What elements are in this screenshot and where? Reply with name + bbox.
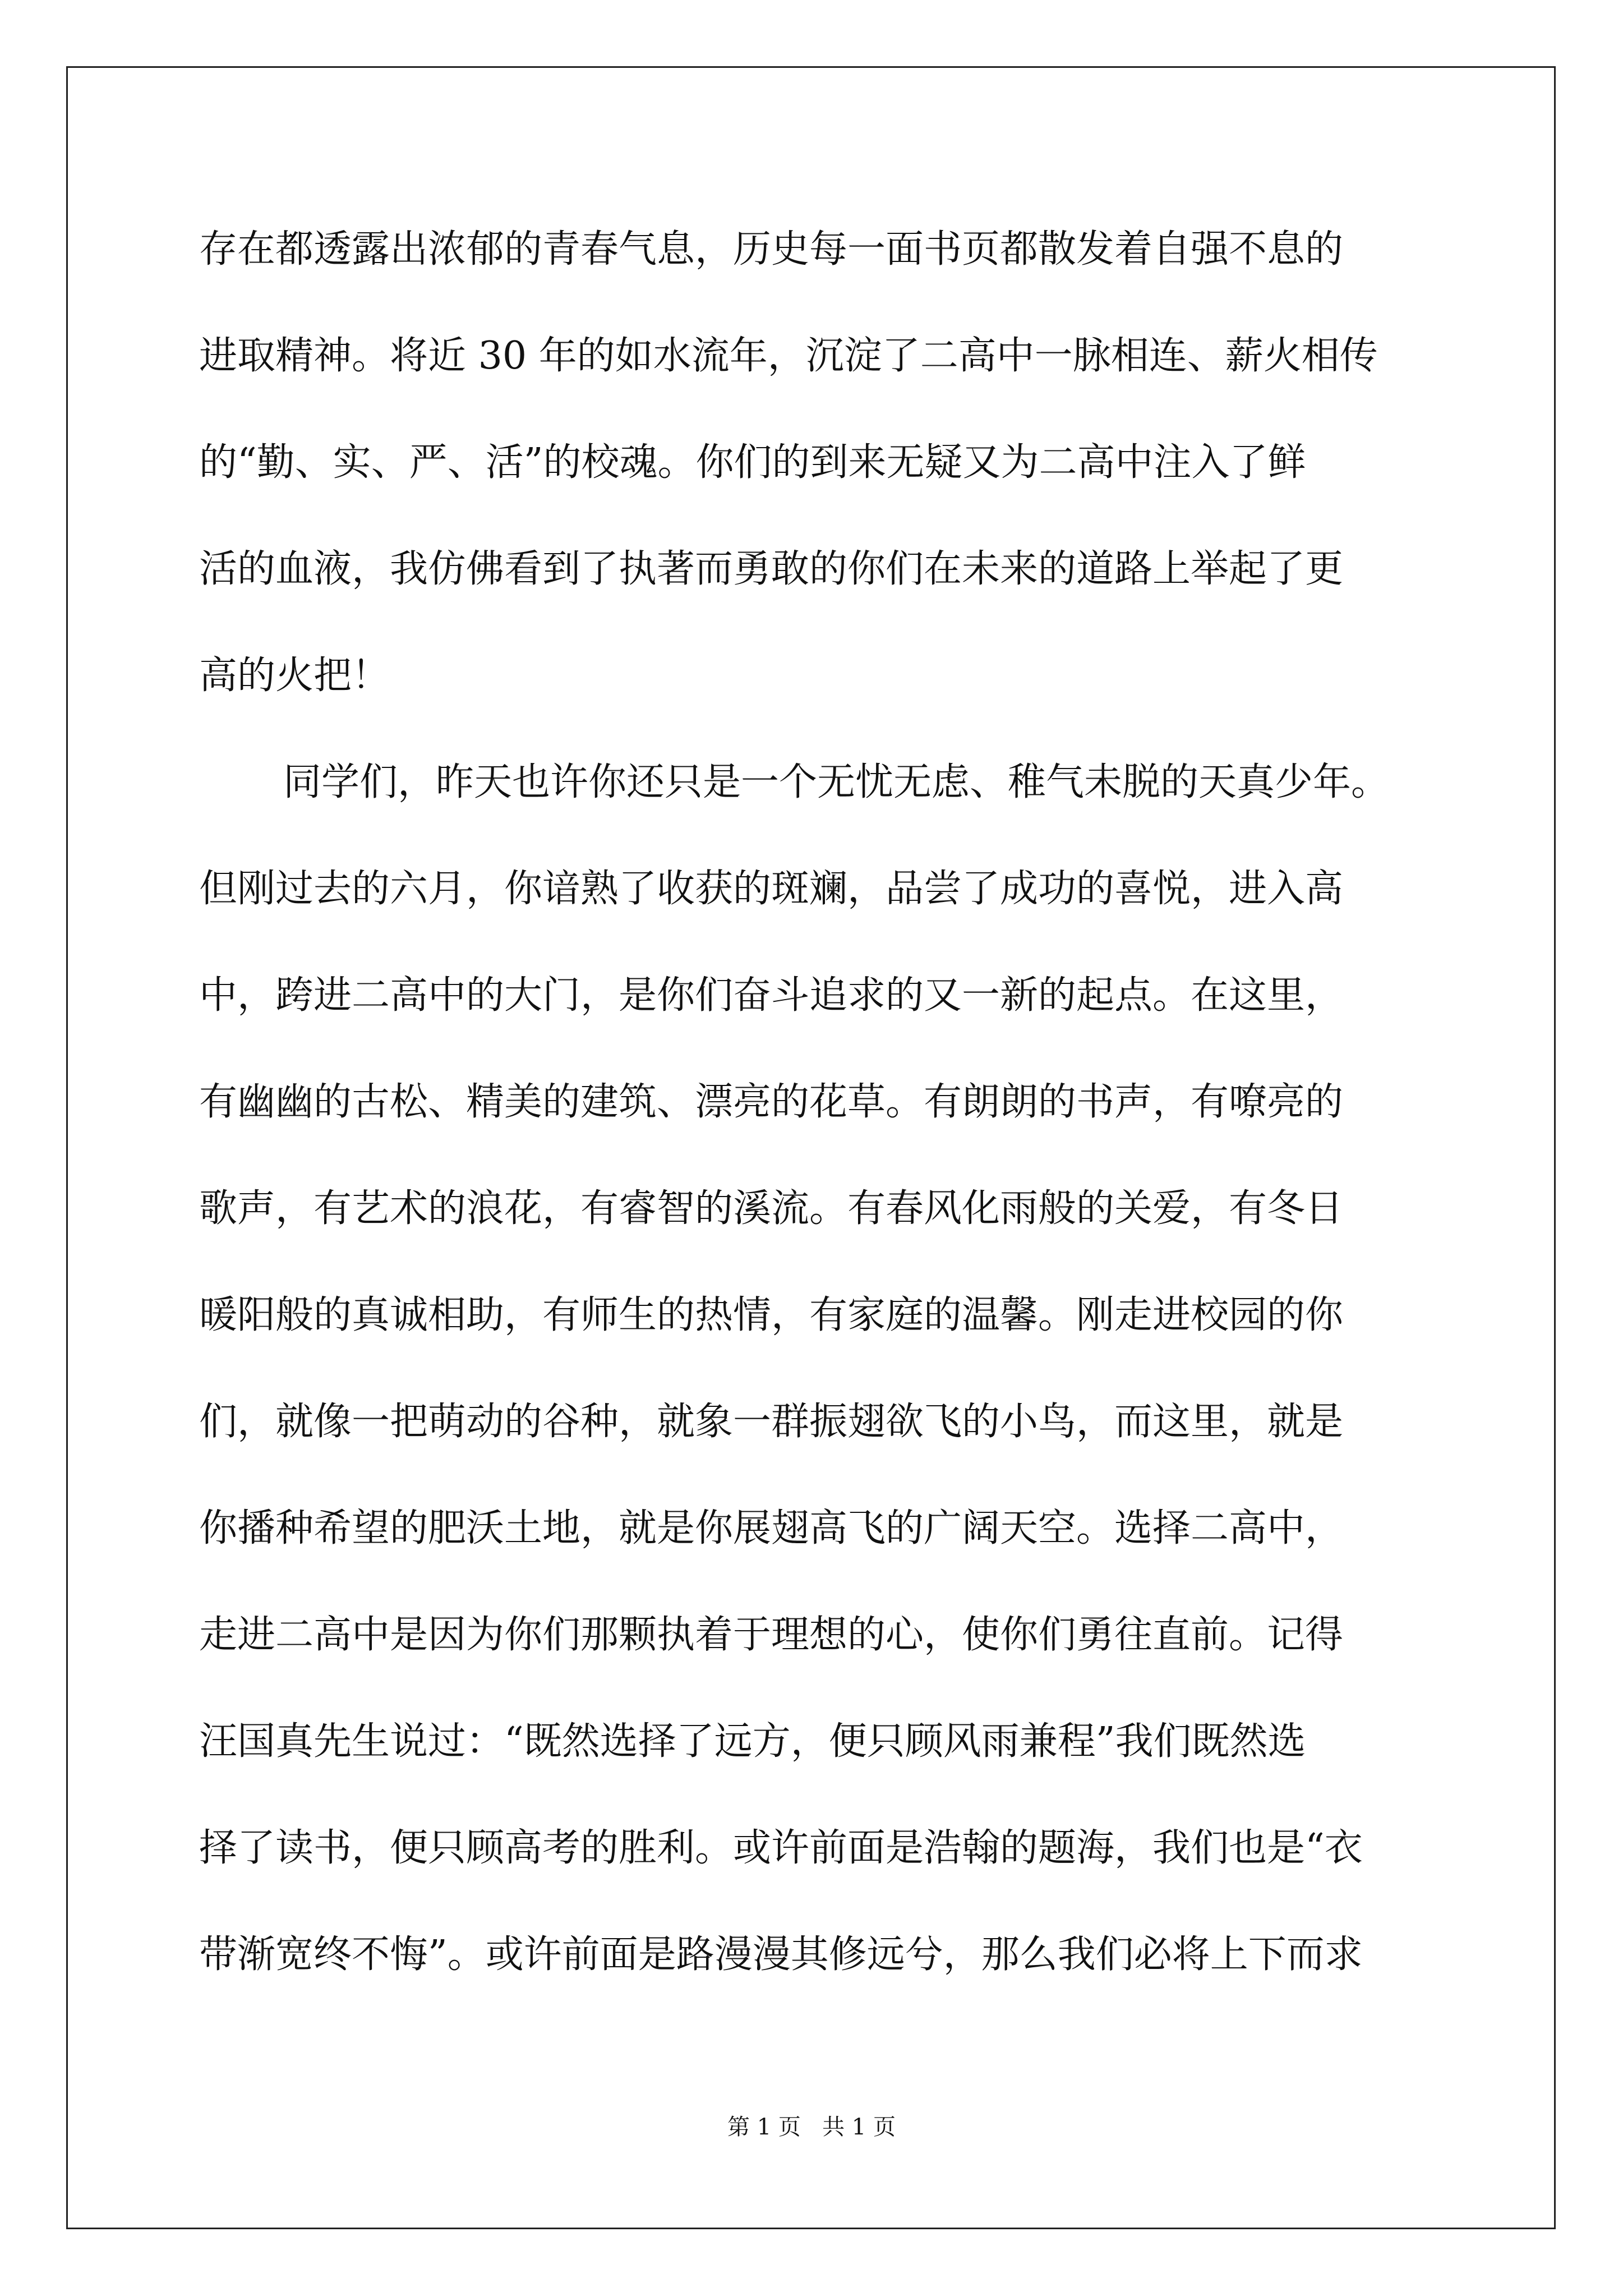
text-line: 高的火把！	[199, 654, 390, 698]
text-line: 走进二高中是因为你们那颗执着于理想的心，使你们勇往直前。记得	[199, 1613, 1344, 1657]
text-line: 歌声，有艺术的浪花，有睿智的溪流。有春风化雨般的关爱，有冬日	[199, 1186, 1344, 1231]
text-line: 但刚过去的六月，你谙熟了收获的斑斓，品尝了成功的喜悦，进入高	[199, 867, 1344, 911]
text-line: 存在都透露出浓郁的青春气息，历史每一面书页都散发着自强不息的	[199, 227, 1344, 272]
text-line: 暖阳般的真诚相助，有师生的热情，有家庭的温馨。刚走进校园的你	[199, 1293, 1344, 1337]
text-line: 带渐宽终不悔”。或许前面是路漫漫其修远兮，那么我们必将上下而求	[199, 1932, 1363, 1977]
text-line: 的“勤、实、严、活”的校魂。你们的到来无疑又为二高中注入了鲜	[199, 440, 1306, 485]
paragraph-start-line: 同学们，昨天也许你还只是一个无忧无虑、稚气未脱的天真少年。	[283, 760, 1390, 804]
text-line: 中，跨进二高中的大门，是你们奋斗追求的又一新的起点。在这里，	[199, 973, 1344, 1018]
text-line: 择了读书，便只顾高考的胜利。或许前面是浩翰的题海，我们也是“衣	[199, 1826, 1363, 1870]
document-body	[199, 219, 1433, 2031]
text-line: 进取精神。将近 30 年的如水流年，沉淀了二高中一脉相连、薪火相传	[199, 334, 1378, 378]
text-line: 你播种希望的肥沃土地，就是你展翅高飞的广阔天空。选择二高中，	[199, 1506, 1344, 1550]
text-line: 们，就像一把萌动的谷种，就象一群振翅欲飞的小鸟，而这里，就是	[199, 1400, 1344, 1444]
text-line: 有幽幽的古松、精美的建筑、漂亮的花草。有朗朗的书声，有嘹亮的	[199, 1080, 1344, 1124]
text-line: 汪国真先生说过：“既然选择了远方，便只顾风雨兼程”我们既然选	[199, 1719, 1306, 1764]
text-line: 活的血液，我仿佛看到了执著而勇敢的你们在未来的道路上举起了更	[199, 547, 1344, 591]
page-footer: 第 1 页 共 1 页	[727, 2114, 896, 2140]
